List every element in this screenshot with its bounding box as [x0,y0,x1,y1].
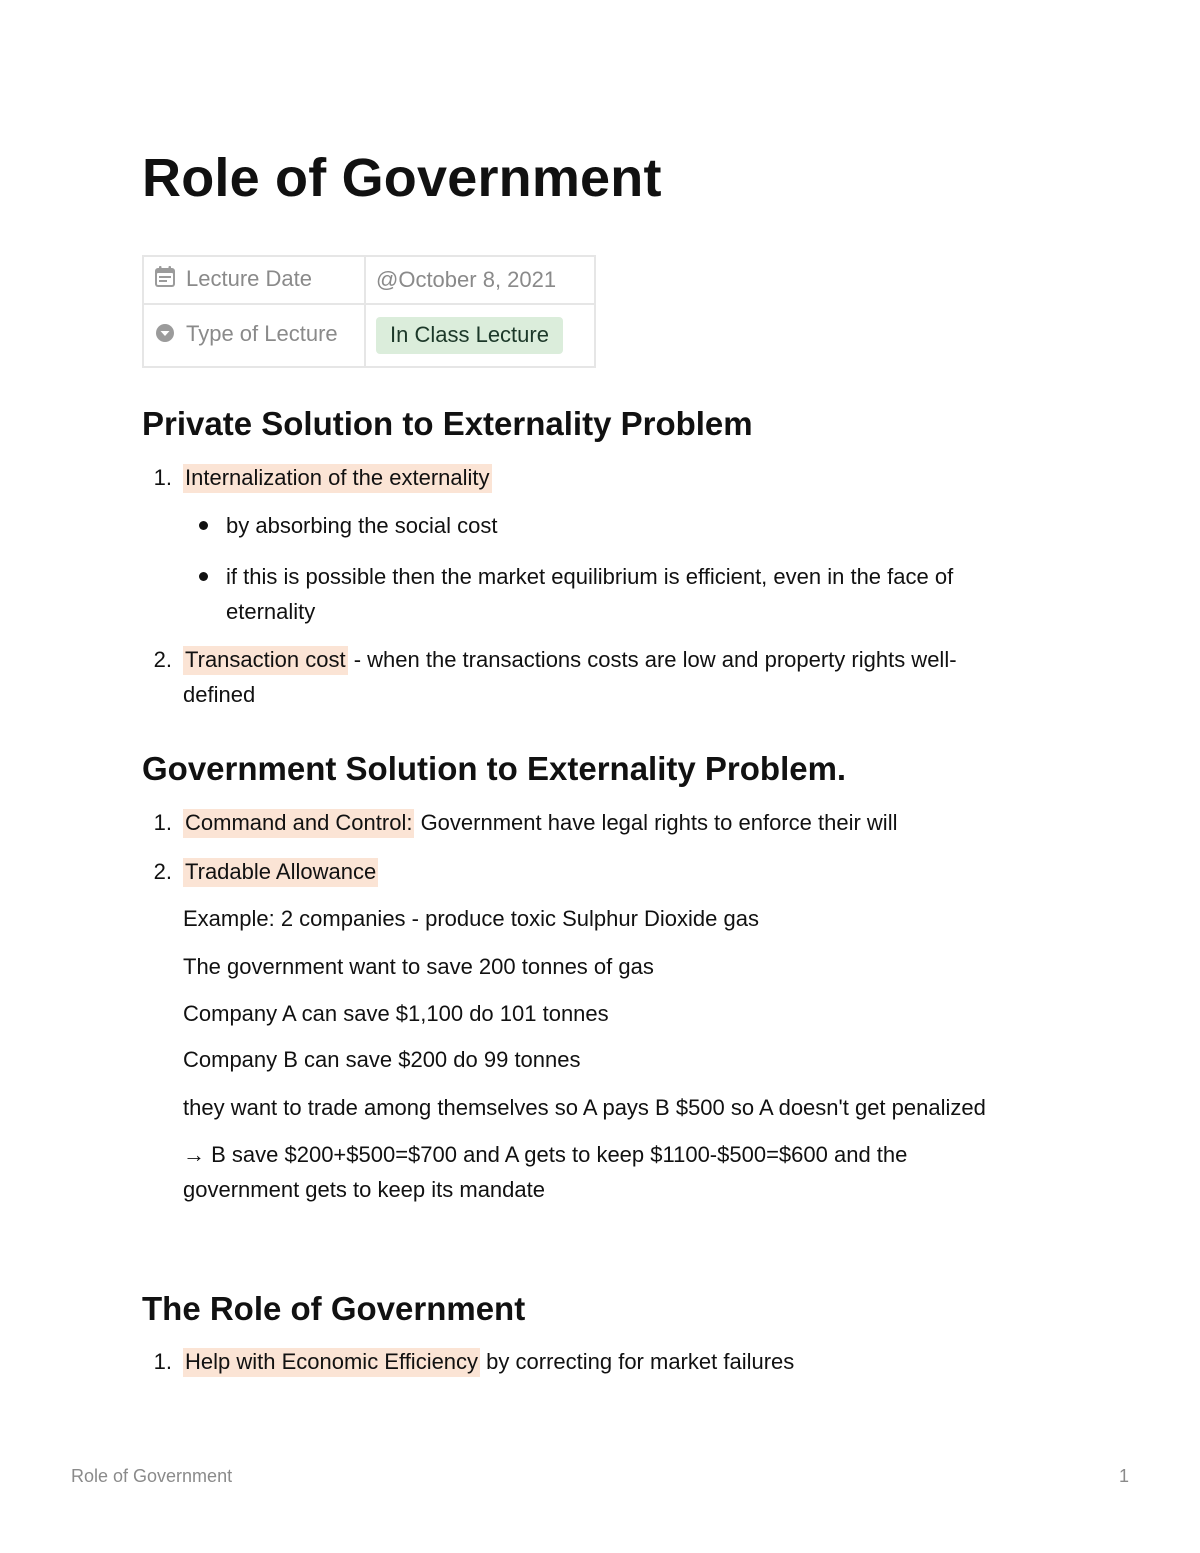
list-item [183,460,492,495]
paragraph: Company A can save $1,100 do 101 tonnes [183,1001,609,1026]
list-item [183,805,897,840]
list-number: 1. [153,810,172,835]
list-number: 2. [153,647,172,672]
paragraph: → B save $200+$500=$700 and A gets to keep $1100-$500=$600 and the [183,1142,908,1167]
lecture-type-tag[interactable]: In Class Lecture [376,317,563,354]
page-number: 1 [1118,1466,1129,1486]
list-item-text: by correcting for market failures [480,1349,795,1374]
calendar-icon [154,266,176,294]
list-item [183,1344,794,1379]
footer-title: Role of Government [71,1466,233,1486]
list-item-continued: defined [183,682,256,707]
bullet-item-continued: eternality [226,599,316,624]
property-label: Lecture Date [186,265,312,291]
bullet-dot [199,572,208,581]
bullet-dot [199,521,208,530]
list-number: 2. [153,859,172,884]
property-row-lecture-date [143,256,595,304]
select-icon [154,322,176,350]
list-number: 1. [153,1349,172,1374]
paragraph: Example: 2 companies - produce toxic Sulphur Dioxide gas [183,906,759,931]
section-heading-private: Private Solution to Externality Problem [142,405,753,442]
highlighted-term: Transaction cost [183,646,348,675]
highlighted-term: Help with Economic Efficiency [183,1348,480,1377]
property-name-lecture-date [143,256,365,304]
section-heading-role: The Role of Government [142,1290,526,1327]
properties-table [142,255,596,368]
bullet-item: if this is possible then the market equilibrium is efficient, even in the face of [226,564,954,589]
paragraph: they want to trade among themselves so A pays B $500 so A doesn't get penalized [183,1095,986,1120]
paragraph-continued: government gets to keep its mandate [183,1177,545,1202]
list-item-text: Government have legal rights to enforce their will [414,810,898,835]
property-value-type[interactable] [365,304,595,367]
property-row-type [143,304,595,367]
paragraph: Company B can save $200 do 99 tonnes [183,1047,581,1072]
list-number: 1. [153,465,172,490]
property-label: Type of Lecture [186,321,338,347]
page-title: Role of Government [142,148,662,208]
list-item-text: - when the transactions costs are low and property rights well- [347,647,957,672]
highlighted-term: Internalization of the externality [183,464,492,493]
section-heading-government: Government Solution to Externality Problem. [142,750,847,787]
list-item [183,642,957,677]
highlighted-term: Tradable Allowance [183,858,378,887]
property-name-type [143,304,365,367]
highlighted-term: Command and Control: [183,809,414,838]
paragraph: The government want to save 200 tonnes of gas [183,954,654,979]
bullet-item: by absorbing the social cost [226,513,498,538]
property-value-date[interactable]: @October 8, 2021 [365,256,595,304]
list-item [183,854,378,889]
